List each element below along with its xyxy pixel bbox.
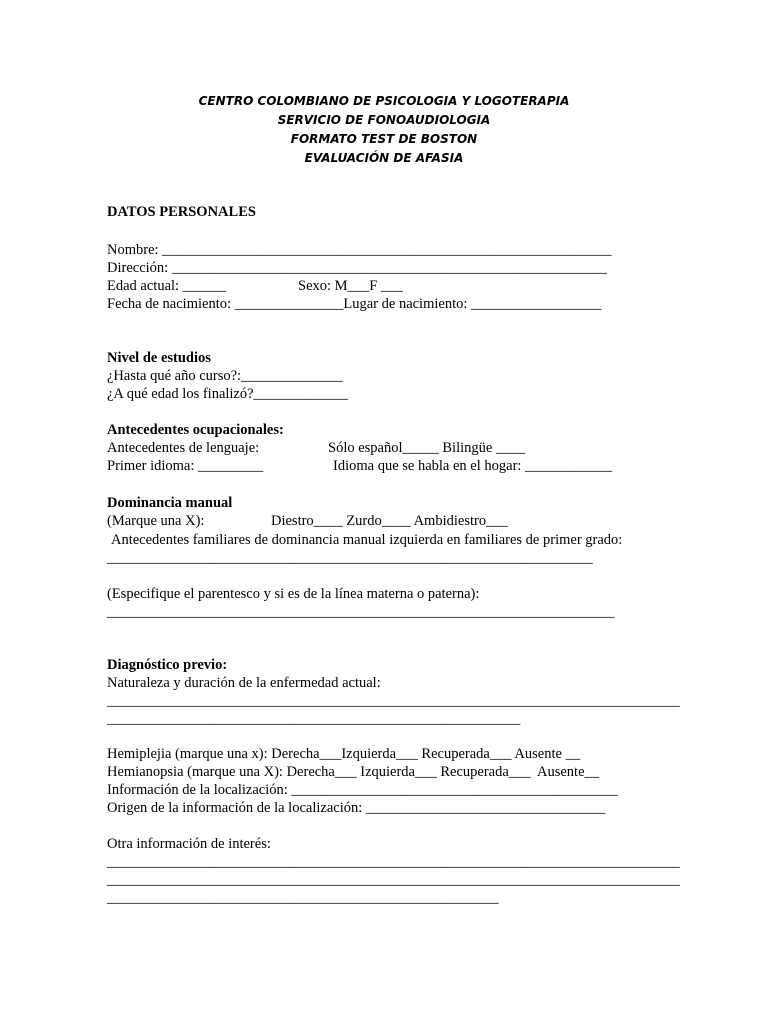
section-heading-ocupacionales: Antecedentes ocupacionales: [107, 422, 284, 438]
section-heading-diagnostico: Diagnóstico previo: [107, 657, 228, 673]
sexo-field: Sexo: M___F ___ [298, 278, 403, 294]
solo-espanol-field: Sólo español_____ Bilingüe ____ [328, 440, 525, 456]
section-heading-estudios: Nivel de estudios [107, 350, 211, 366]
edad-field: Edad actual: ______ [107, 278, 227, 294]
primer-idioma-field: Primer idioma: _________ [107, 458, 264, 474]
hemianopsia-field: Hemianopsia (marque una X): Derecha___ Izquierda___ Recuperada___ Ausente__ [107, 764, 600, 780]
naturaleza-label: Naturaleza y duración de la enfermedad actual: [107, 675, 381, 691]
header-line-3: FORMATO TEST DE BOSTON [290, 132, 478, 146]
nombre-field: Nombre: ______________________________________________________________ [107, 242, 612, 258]
especifique-parentesco-label: (Especifique el parentesco y si es de la línea materna o paterna): [107, 586, 480, 602]
document-header [0, 92, 768, 168]
section-heading-dominancia: Dominancia manual [107, 495, 233, 511]
curso-field: ¿Hasta qué año curso?:______________ [107, 368, 343, 384]
antecedentes-familiares-blank: ___________________________________________________________________ [107, 550, 593, 566]
naturaleza-blank-1: _______________________________________________________________________________ [107, 693, 680, 709]
parentesco-blank: ______________________________________________________________________ [107, 604, 615, 620]
otra-informacion-label: Otra información de interés: [107, 836, 271, 852]
otra-informacion-blank-1: _______________________________________________________________________________ [107, 854, 680, 870]
informacion-localizacion-field: Información de la localización: _____________________________________________ [107, 782, 618, 798]
direccion-field: Dirección: ____________________________________________________________ [107, 260, 607, 276]
marque-una-x-label: (Marque una X): [107, 513, 205, 529]
section-heading-personal: DATOS PERSONALES [107, 204, 256, 220]
fecha-nacimiento-field: Fecha de nacimiento: _______________Lugar de nacimiento: __________________ [107, 296, 602, 312]
origen-informacion-field: Origen de la información de la localización: _________________________________ [107, 800, 606, 816]
edad-finalizo-field: ¿A qué edad los finalizó?_____________ [107, 386, 348, 402]
idioma-hogar-field: Idioma que se habla en el hogar: ____________ [333, 458, 613, 474]
header-line-1: CENTRO COLOMBIANO DE PSICOLOGIA Y LOGOTERAPIA [198, 94, 570, 108]
naturaleza-blank-2: _________________________________________________________ [107, 711, 521, 727]
antecedentes-lenguaje-label: Antecedentes de lenguaje: [107, 440, 260, 456]
header-line-2: SERVICIO DE FONOAUDIOLOGIA [277, 113, 491, 127]
dominancia-opciones-field: Diestro____ Zurdo____ Ambidiestro___ [271, 513, 508, 529]
header-line-4: EVALUACIÓN DE AFASIA [304, 151, 464, 165]
antecedentes-familiares-label: Antecedentes familiares de dominancia manual izquierda en familiares de primer grado: [111, 532, 623, 548]
otra-informacion-blank-3: ______________________________________________________ [107, 890, 499, 906]
otra-informacion-blank-2: _______________________________________________________________________________ [107, 872, 680, 888]
hemiplejia-field: Hemiplejia (marque una x): Derecha___Izquierda___ Recuperada___ Ausente __ [107, 746, 581, 762]
